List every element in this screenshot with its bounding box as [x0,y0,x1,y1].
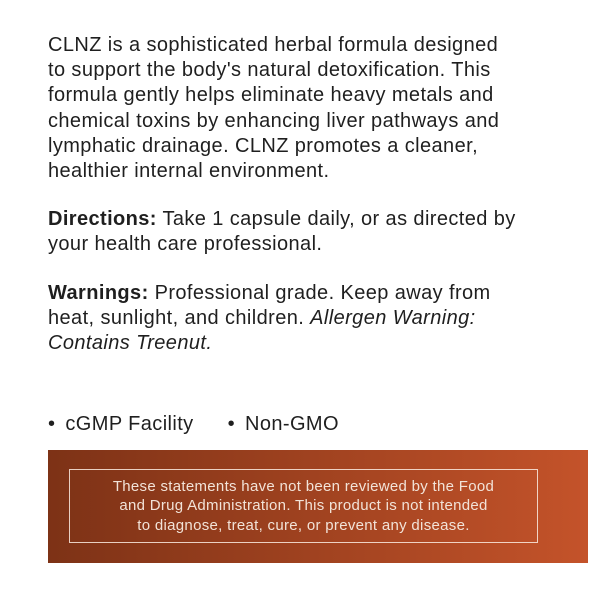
warnings-text: heat, sunlight, and children. [48,307,311,330]
allergen-warning-label: Allergen Warning: [310,307,476,330]
directions-label: Directions: [48,208,157,230]
intro-line: healthier internal environment. [48,160,330,183]
disclaimer-line: to diagnose, treat, cure, or prevent any disease. [137,516,470,534]
badge-label: Non-GMO [245,413,339,435]
directions-line [48,207,516,232]
intro-line: formula gently helps eliminate heavy metals and [48,84,494,107]
disclaimer-line: and Drug Administration. This product is not intended [119,497,488,515]
warnings-line [48,281,491,306]
intro-line: CLNZ is a sophisticated herbal formula designed [48,34,499,56]
warnings-text: Professional grade. Keep away from [148,282,491,304]
bullet-icon: • [48,413,56,435]
bullet-icon: • [227,413,235,435]
warnings-line [48,306,491,331]
fda-disclaimer-border-box [69,469,538,543]
badge-non-gmo [228,412,339,437]
badge-list [48,412,339,437]
intro-paragraph [48,33,499,184]
directions-paragraph [48,207,516,257]
fda-disclaimer-banner [48,450,588,563]
warnings-paragraph [48,281,491,357]
warnings-line [48,331,491,356]
disclaimer-line: These statements have not been reviewed by the Food [112,477,495,495]
badge-label: cGMP Facility [65,413,194,435]
intro-line: to support the body's natural detoxification. This [48,59,491,82]
directions-line: your health care professional. [48,233,323,256]
allergen-warning-text: Contains Treenut. [48,332,213,355]
badge-cgmp-facility [48,412,194,437]
intro-line: lymphatic drainage. CLNZ promotes a cleaner, [48,134,479,157]
directions-text: Take 1 capsule daily, or as directed by [156,208,516,230]
warnings-label: Warnings: [48,282,149,304]
intro-line: chemical toxins by enhancing liver pathways and [48,109,500,132]
